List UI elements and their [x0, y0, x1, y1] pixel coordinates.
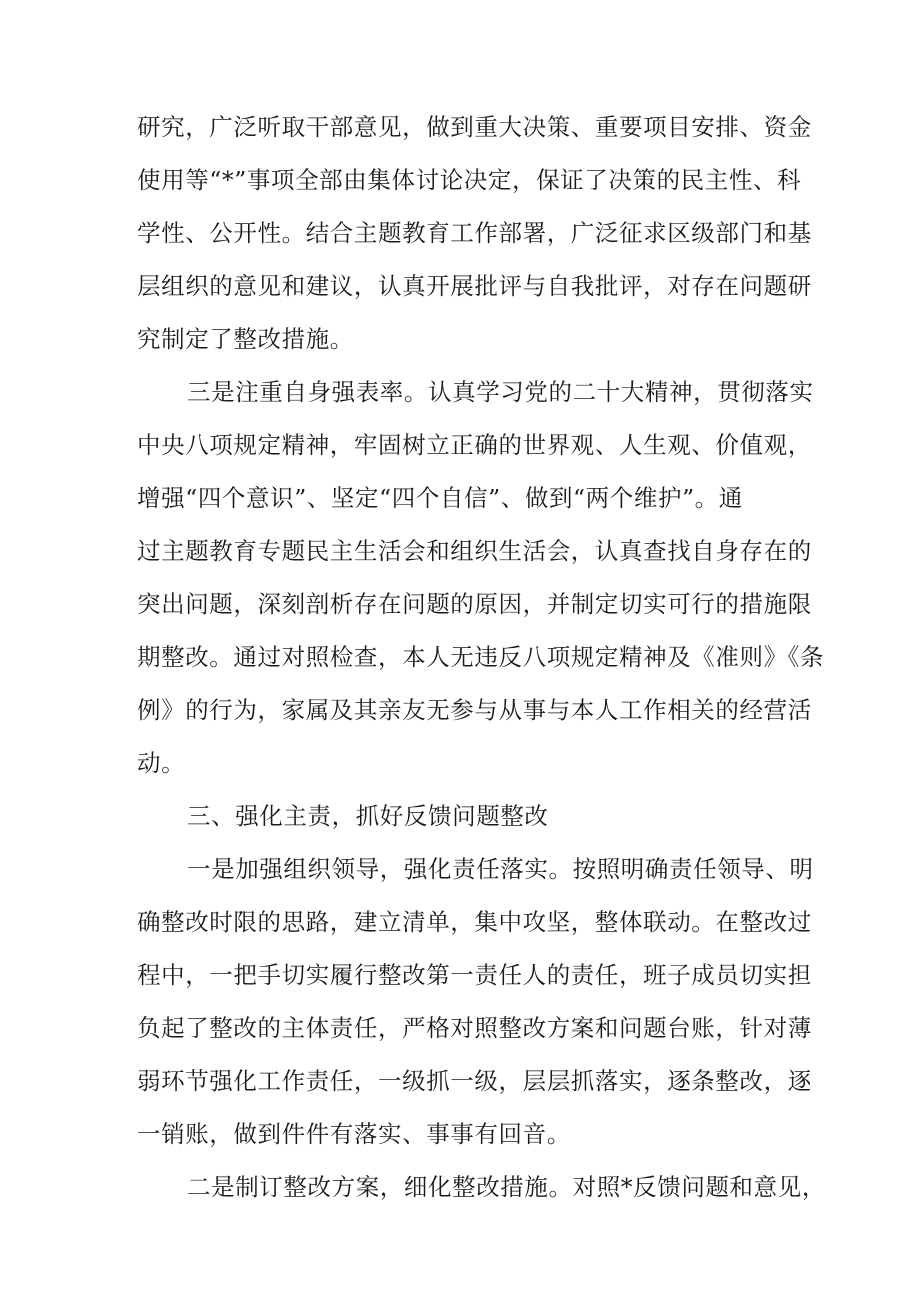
text-line: 程中，一把手切实履行整改第一责任人的责任，班子成员切实担: [137, 961, 812, 989]
text-line: 中央八项规定精神，牢固树立正确的世界观、人生观、价值观，: [137, 431, 812, 459]
text-line: 研究，广泛听取干部意见，做到重大决策、重要项目安排、资金: [137, 113, 812, 141]
text-line: 负起了整改的主体责任，严格对照整改方案和问题台账，针对薄: [137, 1014, 812, 1042]
text-line: 例》的行为，家属及其亲友无参与从事与本人工作相关的经营活: [137, 696, 812, 724]
text-line: 确整改时限的思路，建立清单，集中攻坚，整体联动。在整改过: [137, 908, 812, 936]
text-line: 一销账，做到件件有落实、事事有回音。: [137, 1120, 571, 1148]
text-line: 动。: [137, 749, 186, 777]
text-line: 使用等“*”事项全部由集体讨论决定，保证了决策的民主性、科: [137, 166, 802, 194]
section-heading: 三、强化主责，抓好反馈问题整改: [187, 802, 549, 830]
paragraph-start-line: 二是制订整改方案，细化整改措施。对照*反馈问题和意见，: [187, 1173, 826, 1201]
text-line: 突出问题，深刻剖析存在问题的原因，并制定切实可行的措施限: [137, 590, 812, 618]
text-line: 学性、公开性。结合主题教育工作部署，广泛征求区级部门和基: [137, 219, 812, 247]
text-line: 增强“四个意识”、坚定“四个自信”、做到“两个维护”。通: [137, 484, 743, 512]
text-line: 期整改。通过对照检查，本人无违反八项规定精神及《准则》《条: [137, 643, 825, 671]
text-line: 弱环节强化工作责任，一级抓一级，层层抓落实，逐条整改，逐: [137, 1067, 812, 1095]
paragraph-start-line: 三是注重自身强表率。认真学习党的二十大精神，贯彻落实: [187, 378, 814, 406]
text-line: 层组织的意见和建议，认真开展批评与自我批评，对存在问题研: [137, 272, 812, 300]
paragraph-start-line: 一是加强组织领导，强化责任落实。按照明确责任领导、明: [187, 855, 814, 883]
text-line: 究制定了整改措施。: [137, 325, 354, 353]
text-line: 过主题教育专题民主生活会和组织生活会，认真查找自身存在的: [137, 537, 812, 565]
